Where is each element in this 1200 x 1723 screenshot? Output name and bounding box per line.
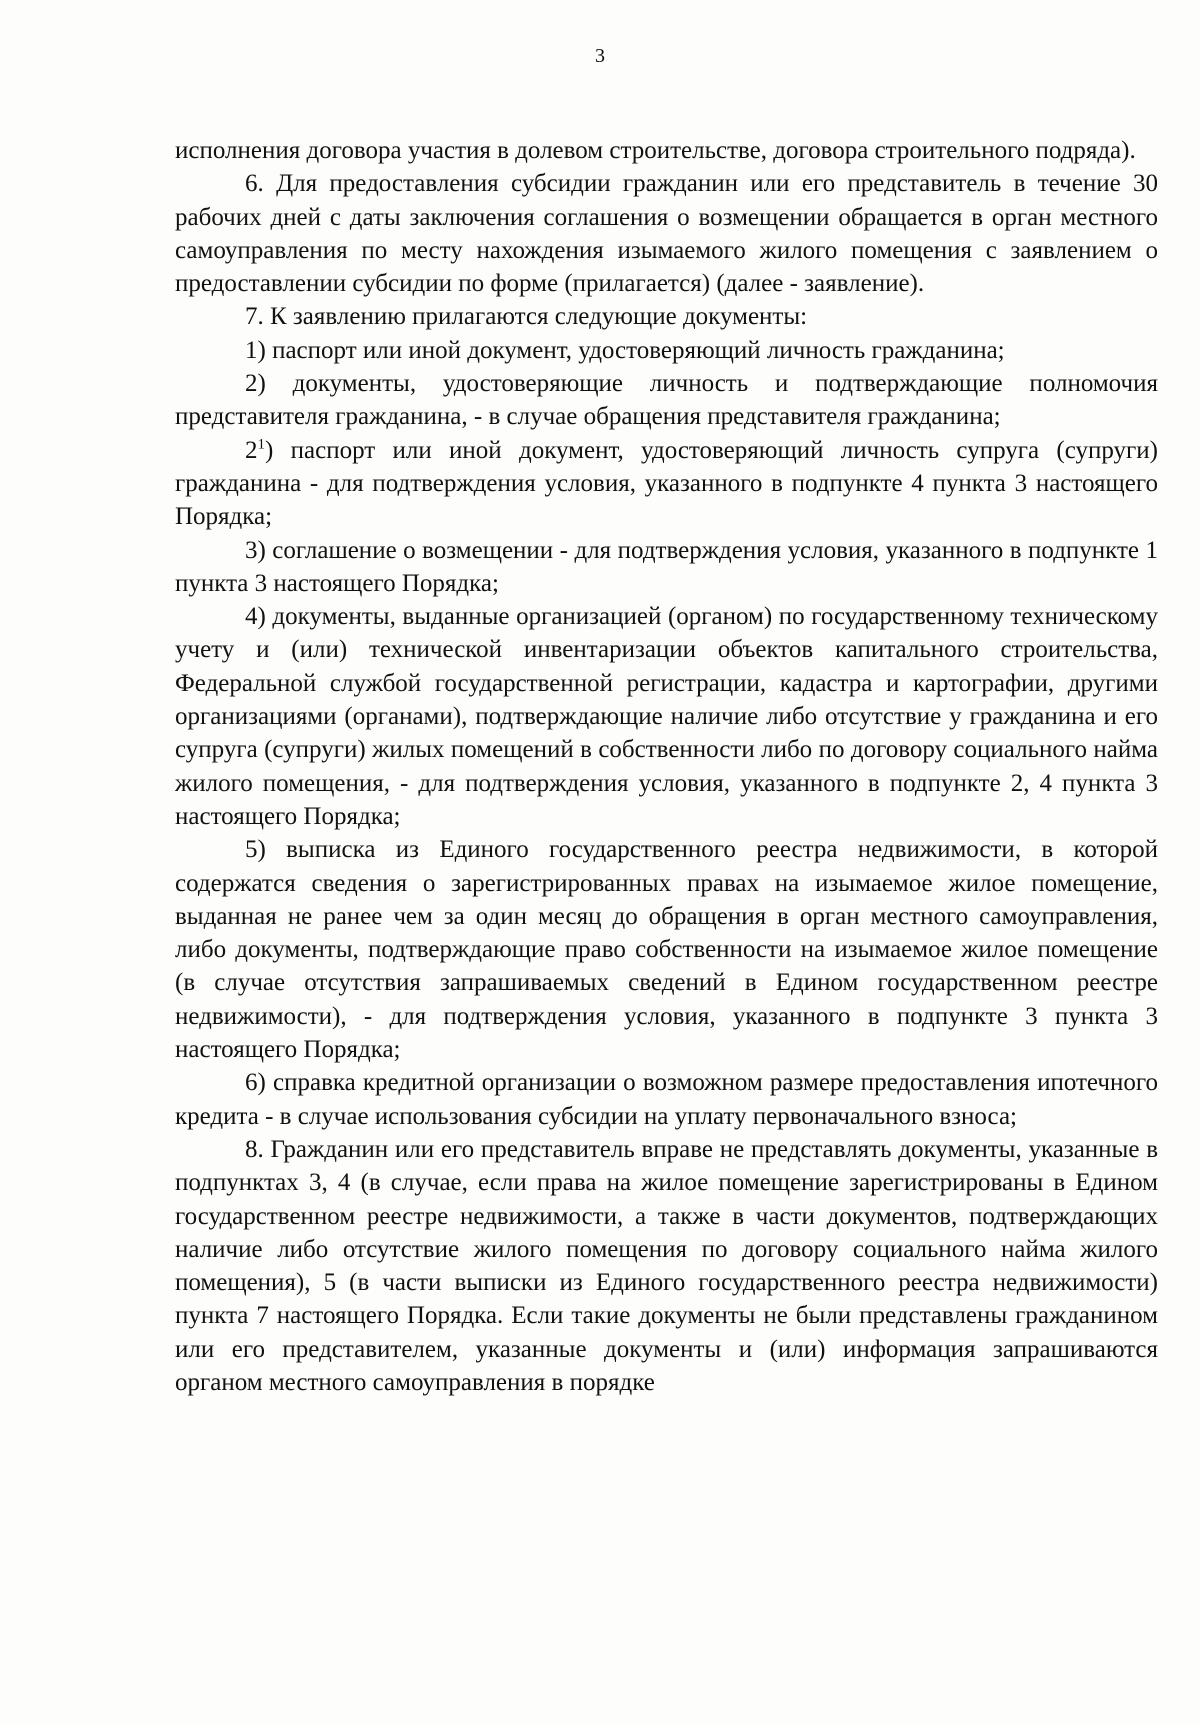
page-number: 3: [595, 45, 605, 67]
list-item-2-1-superscript: 1: [257, 436, 265, 453]
list-item-2-1-number: 2: [245, 436, 258, 464]
list-item-6: 6) справка кредитной организации о возможном размере предоставления ипотечного кредита - в случае использования субсидии на уплату первоначального взноса;: [175, 1069, 1158, 1130]
document-body: [175, 134, 1158, 1399]
list-item-2-1-text: ) паспорт или иной документ, удостоверяющий личность супруга (супруги) гражданина - для подтверждения условия, указанного в подпункте 4 пункта 3 настоящего Порядка;: [175, 436, 1158, 531]
list-item-2: 2) документы, удостоверяющие личность и подтверждающие полномочия представителя гражданина, - в случае обращения представителя гражданина;: [175, 370, 1158, 431]
list-item-2-1: [175, 434, 1158, 534]
paragraph-continuation: исполнения договора участия в долевом строительстве, договора строительного подряда).: [175, 137, 1136, 164]
paragraph-6: 6. Для предоставления субсидии гражданин или его представитель в течение 30 рабочих дней с даты заключения соглашения о возмещении обращается в орган местного самоуправления по месту нахождения изымаемого жилого помещения с заявлением о предоставлении субсидии по форме (прилагается) (далее - заявление).: [175, 170, 1158, 298]
list-item-5: 5) выписка из Единого государственного реестра недвижимости, в которой содержатся сведения о зарегистрированных правах на изымаемое жилое помещение, выданная не ранее чем за один месяц до обращения в орган местного самоуправления, либо документы, подтверждающие право собственности на изымаемое жилое помещение (в случае отсутствия запрашиваемых сведений в Едином государственном реестре недвижимости), - для подтверждения условия, указанного в подпункте 3 пункта 3 настоящего Порядка;: [175, 836, 1158, 1064]
list-item-4: 4) документы, выданные организацией (органом) по государственному техническому учету и (или) технической инвентаризации объектов капитального строительства, Федеральной службой государственной регистрации, кадастра и картографии, другими организациями (органами), подтверждающие наличие либо отсутствие у гражданина и его супруга (супруги) жилых помещений в собственности либо по договору социального найма жилого помещения, - для подтверждения условия, указанного в подпункте 2, 4 пункта 3 настоящего Порядка;: [175, 603, 1158, 830]
paragraph-7: 7. К заявлению прилагаются следующие документы:: [245, 303, 808, 331]
list-item-3: 3) соглашение о возмещении - для подтверждения условия, указанного в подпункте 1 пункта 3 настоящего Порядка;: [175, 536, 1158, 597]
paragraph-8: 8. Гражданин или его представитель вправе не представлять документы, указанные в подпунктах 3, 4 (в случае, если права на жилое помещение зарегистрированы в Едином государственном реестре недвижимости, а также в части документов, подтверждающих наличие либо отсутствие жилого помещения по договору социального найма жилого помещения), 5 (в части выписки из Единого государственного реестра недвижимости) пункта 7 настоящего Порядка. Если такие документы не были представлены гражданином или его представителем, указанные документы и (или) информация запрашиваются органом местного самоуправления в порядке: [175, 1135, 1158, 1396]
list-item-1: 1) паспорт или иной документ, удостоверяющий личность гражданина;: [245, 336, 1005, 364]
